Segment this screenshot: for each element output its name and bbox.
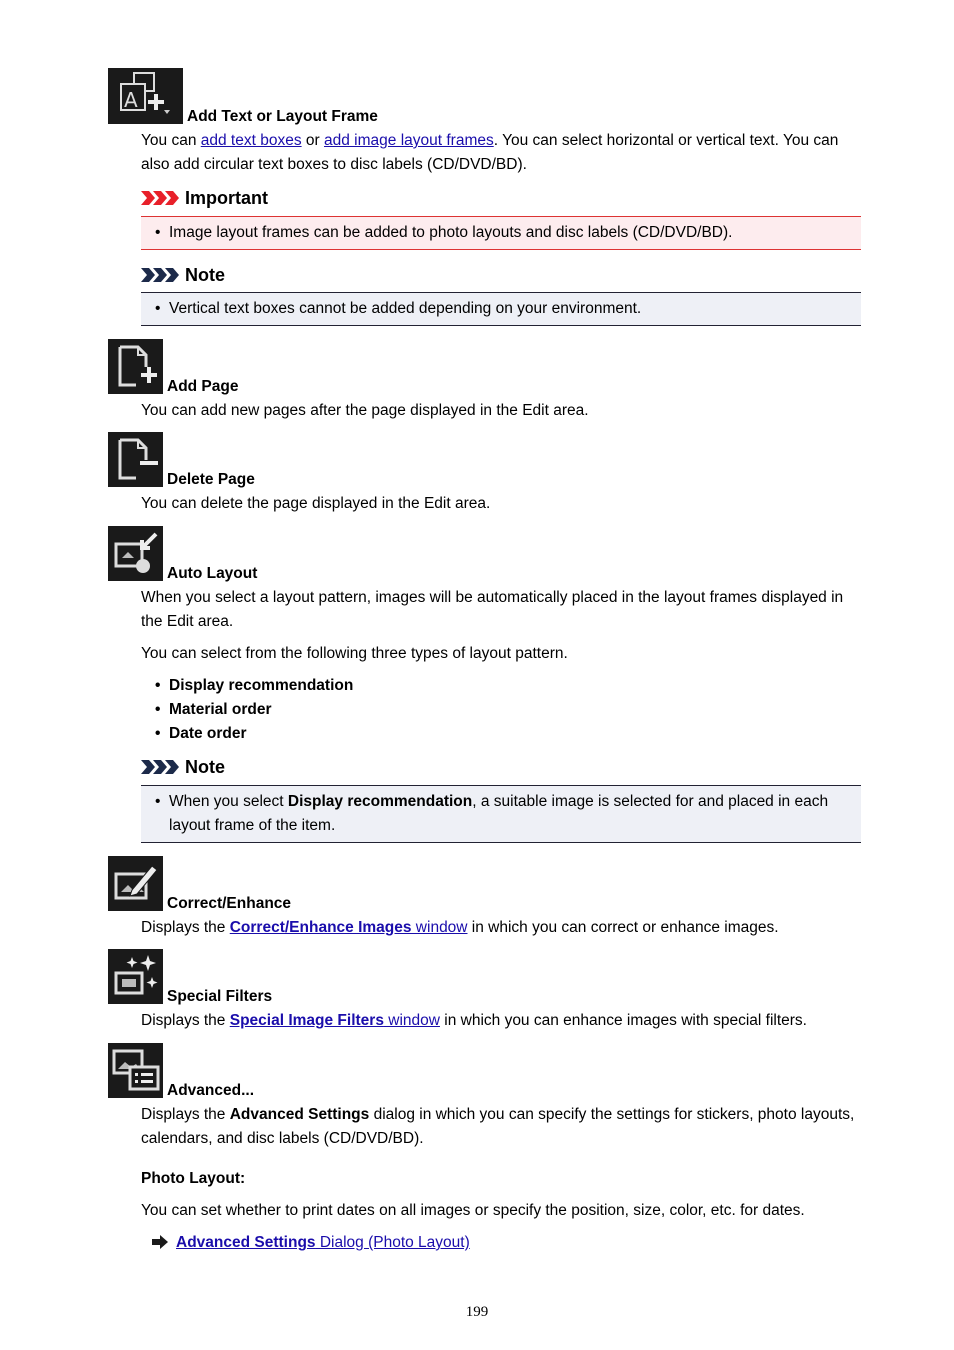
important-label: Important [185,188,268,208]
note-label: Note [185,265,225,285]
special-filters-heading: Special Filters [167,988,273,1005]
layout-pattern-list [141,674,856,746]
delete-page-heading: Delete Page [167,471,255,488]
special-filters-description [141,1009,856,1033]
important-box [141,216,861,250]
text: in which you can enhance images with special filters. [439,1012,807,1029]
advanced-description [141,1103,856,1151]
special-filters-icon[interactable] [108,949,163,1004]
page-number: 199 [465,1304,489,1320]
list-item: • Date order [141,722,856,746]
text: . You can select horizontal or vertical text. You can also add circular text boxes to disc labels (CD/DVD/BD). [141,132,839,173]
text: You can [141,132,201,149]
auto-layout-types-intro: You can select from the following three types of layout pattern. [141,645,568,662]
text: Displays the [141,919,230,936]
note-label: Note [185,757,225,777]
list-item: • Vertical text boxes cannot be added depending on your environment. [141,297,861,321]
text: or [301,132,324,149]
delete-page-icon[interactable] [108,432,163,487]
correct-enhance-heading: Correct/Enhance [167,895,292,912]
text: , a suitable image is selected for and placed in each layout frame of the item. [169,793,829,834]
text: Displays the [141,1106,230,1123]
special-image-filters-window-link[interactable] [230,1012,440,1029]
add-text-boxes-link[interactable]: add text boxes [200,132,302,149]
note-callout-title [141,265,225,288]
list-item: • Material order [141,698,856,722]
advanced-heading: Advanced... [167,1082,254,1099]
text-bold: Advanced Settings [176,1234,316,1251]
photo-layout-subheading: Photo Layout: [141,1170,246,1187]
note-box [141,292,861,326]
add-image-layout-frames-link[interactable]: add image layout frames [324,132,494,149]
text-bold: Advanced Settings [229,1106,370,1123]
important-callout-title [141,188,268,211]
note-marks-icon [141,267,181,288]
delete-page-description: You can delete the page displayed in the Edit area. [141,495,491,512]
list-item: • Display recommendation [141,674,856,698]
advanced-settings-icon[interactable] [108,1043,163,1098]
correct-enhance-window-link[interactable] [230,919,468,936]
auto-layout-heading: Auto Layout [167,565,258,582]
add-text-layout-frame-icon[interactable] [108,68,183,124]
text: window [411,919,468,936]
add-page-heading: Add Page [167,378,239,395]
auto-layout-icon[interactable] [108,526,163,581]
list-item: • Image layout frames can be added to photo layouts and disc labels (CD/DVD/BD). [141,221,861,245]
text: window [383,1012,440,1029]
add-page-icon[interactable] [108,339,163,394]
note-callout-title [141,757,225,780]
text-bold: Correct/Enhance Images [229,919,412,936]
text-bold: Special Image Filters [229,1012,384,1029]
note-box [141,785,861,843]
auto-layout-description: When you select a layout pattern, images will be automatically placed in the layout frames displayed in the Edit area. [141,589,844,630]
text: dialog in which you can specify the settings for stickers, photo layouts, calendars, and disc labels (CD/DVD/BD). [141,1106,855,1147]
add-page-description: You can add new pages after the page displayed in the Edit area. [141,402,589,419]
advanced-settings-link-row [152,1231,470,1257]
text: in which you can correct or enhance images. [467,919,779,936]
photo-layout-description: You can set whether to print dates on all images or specify the position, size, color, etc. for dates. [141,1202,805,1219]
text: When you select [169,793,288,810]
correct-enhance-description [141,916,856,940]
note-marks-icon [141,759,181,780]
text: Dialog (Photo Layout) [315,1234,470,1251]
important-marks-icon [141,190,181,211]
correct-enhance-icon[interactable] [108,856,163,911]
add-text-description [141,129,856,177]
text-bold: Display recommendation [287,793,473,810]
add-text-heading: Add Text or Layout Frame [187,108,378,125]
advanced-settings-dialog-link[interactable] [176,1234,470,1251]
text: Displays the [141,1012,230,1029]
svg-text:A: A [124,88,138,112]
arrow-right-icon [152,1233,168,1257]
list-item [141,790,861,838]
